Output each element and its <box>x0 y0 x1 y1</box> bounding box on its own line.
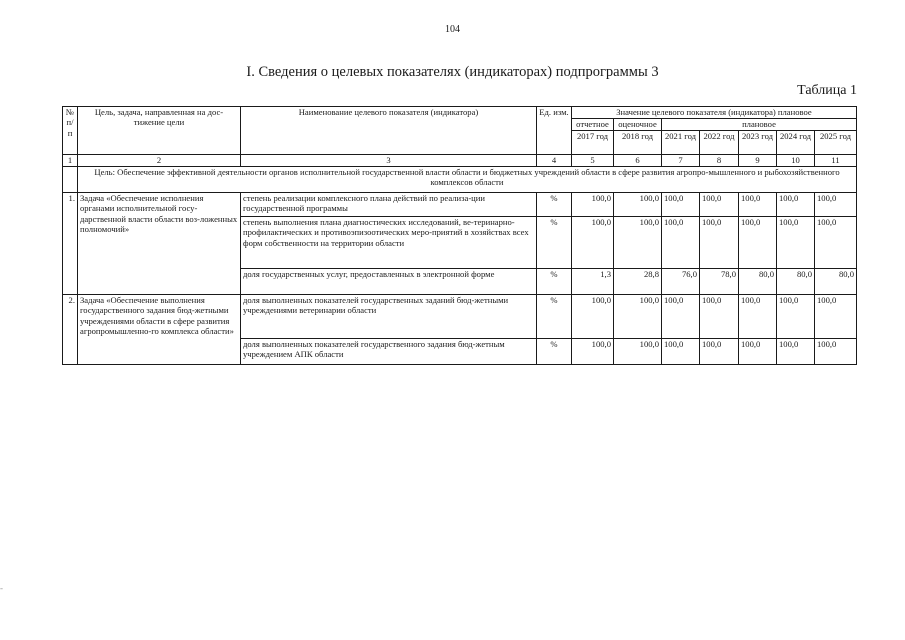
indicator-value: 100,0 <box>739 217 777 269</box>
indicator-value: 28,8 <box>614 269 662 295</box>
indicator-value: 80,0 <box>777 269 815 295</box>
indicator-value: 100,0 <box>614 217 662 269</box>
indicator-name: доля выполненных показателей государственного задания бюд-жетным учреждением АПК области <box>241 339 537 365</box>
task-number: 2. <box>63 295 78 365</box>
column-number: 10 <box>777 155 815 167</box>
indicator-value: 100,0 <box>700 217 739 269</box>
indicator-value: 80,0 <box>739 269 777 295</box>
indicator-value: 100,0 <box>739 193 777 217</box>
header-indicator: Наименование целевого показателя (индикатора) <box>241 107 537 155</box>
indicator-value: 78,0 <box>700 269 739 295</box>
column-number: 8 <box>700 155 739 167</box>
indicator-name: степень выполнения плана диагностических исследований, ве-теринарно-профилактических и противоэпизоотических меро-приятий в хозяйствах всех форм собственности на территории области <box>241 217 537 269</box>
goal-num-cell <box>63 167 78 193</box>
indicator-name: доля государственных услуг, предоставленных в электронной форме <box>241 269 537 295</box>
page-number: 104 <box>445 24 460 35</box>
column-number: 6 <box>614 155 662 167</box>
indicator-value: 100,0 <box>739 339 777 365</box>
indicator-value: 100,0 <box>614 295 662 339</box>
task-name: Задача «Обеспечение исполнения органами исполнительной госу-дарственной власти области воз-ложенных полномочий» <box>78 193 241 295</box>
indicator-value: 100,0 <box>815 193 857 217</box>
header-goal: Цель, задача, направленная на дос-тижение цели <box>78 107 241 155</box>
indicator-unit: % <box>537 339 572 365</box>
header-year: 2022 год <box>700 131 739 155</box>
indicator-name: доля выполненных показателей государственных заданий бюд-жетными учреждениями ветеринарии области <box>241 295 537 339</box>
indicator-value: 100,0 <box>662 295 700 339</box>
indicator-value: 100,0 <box>662 217 700 269</box>
indicator-value: 76,0 <box>662 269 700 295</box>
column-number: 3 <box>241 155 537 167</box>
header-year: 2017 год <box>572 131 614 155</box>
indicator-value: 100,0 <box>572 295 614 339</box>
header-estimated: оценочное <box>614 119 662 131</box>
header-year: 2024 год <box>777 131 815 155</box>
goal-text: Цель: Обеспечение эффективной деятельности органов исполнительной государственной власти области и бюджетных учреждений области в сфере развития агропро-мышленного и рыбохозяйственного комплексов области <box>78 167 857 193</box>
header-planned: плановое <box>662 119 857 131</box>
indicator-name: степень реализации комплексного плана действий по реализа-ции государственной программы <box>241 193 537 217</box>
indicator-value: 100,0 <box>777 339 815 365</box>
indicator-unit: % <box>537 193 572 217</box>
indicator-value: 100,0 <box>777 193 815 217</box>
task-name: Задача «Обеспечение выполнения государственного задания бюд-жетными учреждениями области в сфере развития агропромышленно-го комплекса области» <box>78 295 241 365</box>
indicator-value: 100,0 <box>572 217 614 269</box>
indicator-value: 100,0 <box>572 193 614 217</box>
header-year: 2025 год <box>815 131 857 155</box>
indicator-value: 100,0 <box>739 295 777 339</box>
margin-mark: - <box>0 583 3 593</box>
indicator-value: 80,0 <box>815 269 857 295</box>
indicator-value: 100,0 <box>662 193 700 217</box>
column-number: 4 <box>537 155 572 167</box>
indicator-value: 100,0 <box>815 339 857 365</box>
indicators-table <box>62 106 857 365</box>
header-num: № п/п <box>63 107 78 155</box>
indicator-unit: % <box>537 217 572 269</box>
column-number: 11 <box>815 155 857 167</box>
indicator-value: 100,0 <box>614 339 662 365</box>
indicator-unit: % <box>537 295 572 339</box>
indicator-value: 100,0 <box>777 295 815 339</box>
indicator-value: 100,0 <box>700 193 739 217</box>
header-year: 2021 год <box>662 131 700 155</box>
indicator-value: 100,0 <box>572 339 614 365</box>
indicator-value: 100,0 <box>815 217 857 269</box>
indicator-unit: % <box>537 269 572 295</box>
column-number: 1 <box>63 155 78 167</box>
header-value-group: Значение целевого показателя (индикатора) плановое <box>572 107 857 119</box>
task-number: 1. <box>63 193 78 295</box>
indicator-value: 100,0 <box>700 295 739 339</box>
header-reported: отчетное <box>572 119 614 131</box>
document-title: I. Сведения о целевых показателях (индикаторах) подпрограммы 3 <box>246 64 659 80</box>
column-number: 7 <box>662 155 700 167</box>
header-year: 2023 год <box>739 131 777 155</box>
header-unit: Ед. изм. <box>537 107 572 155</box>
indicator-value: 100,0 <box>815 295 857 339</box>
indicator-value: 100,0 <box>700 339 739 365</box>
indicator-value: 100,0 <box>662 339 700 365</box>
table-label: Таблица 1 <box>797 83 857 98</box>
indicator-value: 100,0 <box>614 193 662 217</box>
indicator-value: 1,3 <box>572 269 614 295</box>
column-number: 2 <box>78 155 241 167</box>
column-number: 5 <box>572 155 614 167</box>
header-year: 2018 год <box>614 131 662 155</box>
column-number: 9 <box>739 155 777 167</box>
indicator-value: 100,0 <box>777 217 815 269</box>
